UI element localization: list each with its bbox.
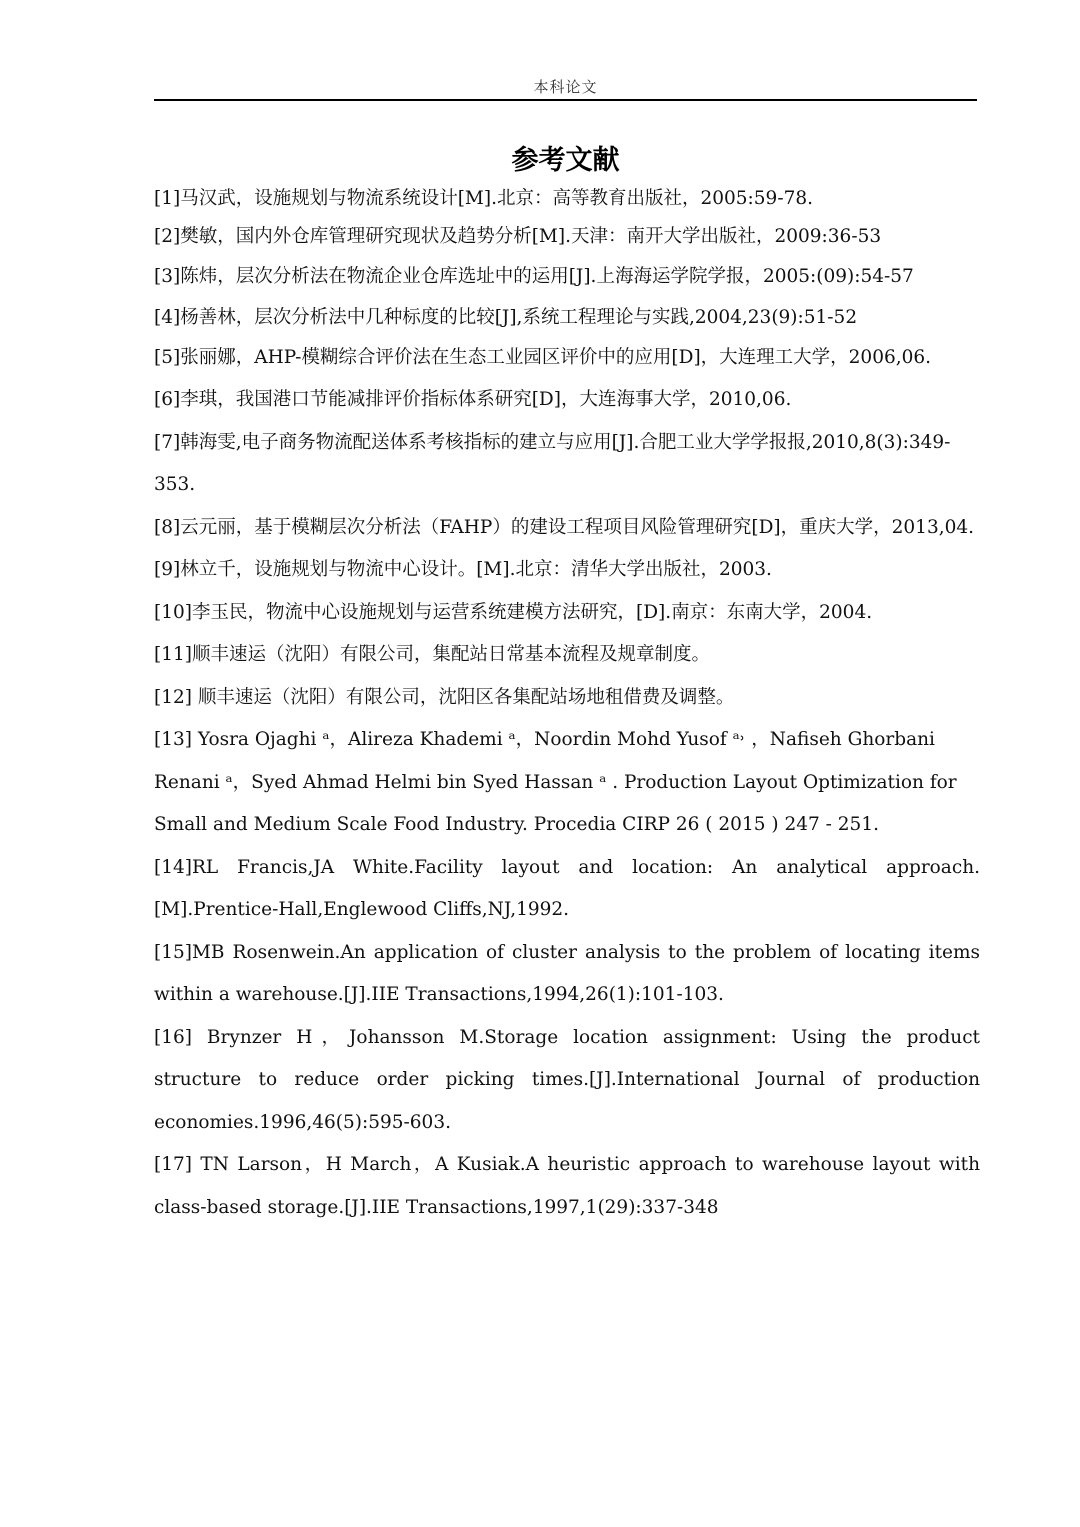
reference-item-9: [9]林立千，设施规划与物流中心设计。[M].北京：清华大学出版社，2003. <box>154 559 772 580</box>
reference-item-3: [3]陈炜，层次分析法在物流企业仓库选址中的运用[J].上海海运学院学报，2005:(09):54-57 <box>154 266 914 287</box>
reference-list <box>154 180 980 1229</box>
reference-item-6: [6]李琪，我国港口节能减排评价指标体系研究[D]，大连海事大学，2010,06. <box>154 389 792 410</box>
reference-item-10: [10]李玉民，物流中心设施规划与运营系统建模方法研究，[D].南京：东南大学，2004. <box>154 601 873 623</box>
reference-item-4: [4]杨善林，层次分析法中几种标度的比较[J],系统工程理论与实践,2004,23(9):51-52 <box>154 306 858 328</box>
reference-item-12: [12] 顺丰速运（沈阳）有限公司，沈阳区各集配站场地租借费及调整。 <box>154 686 735 708</box>
reference-item-8: [8]云元丽，基于模糊层次分析法（FAHP）的建设工程项目风险管理研究[D]，重庆大学，2013,04. <box>154 516 975 538</box>
reference-item-2: [2]樊敏，国内外仓库管理研究现状及趋势分析[M].天津：南开大学出版社，2009:36-53 <box>154 226 882 247</box>
page-title: 参考文献 <box>511 145 620 176</box>
running-header: 本科论文 <box>533 78 598 96</box>
reference-item-1: [1]马汉武，设施规划与物流系统设计[M].北京：高等教育出版社，2005:59-78. <box>154 188 813 209</box>
reference-item-16: [16] Brynzer H，Johansson M.Storage location assignment: Using the product structure to reduce order picking times.[J].International Journal of production economies.1996,46(5):595-603. <box>154 1026 980 1133</box>
reference-item-14: [14]RL Francis,JA White.Facility layout and location: An analytical approach.[M].Prentice-Hall,Englewood Cliffs,NJ,1992. <box>154 856 980 920</box>
reference-item-15: [15]MB Rosenwein.An application of cluster analysis to the problem of locating items within a warehouse.[J].IIE Transactions,1994,26(1):101-103. <box>154 941 980 1005</box>
reference-item-7: [7]韩海雯,电子商务物流配送体系考核指标的建立与应用[J].合肥工业大学学报报,2010,8(3):349-353. <box>154 431 951 495</box>
header-rule <box>154 99 977 101</box>
reference-item-11: [11]顺丰速运（沈阳）有限公司，集配站日常基本流程及规章制度。 <box>154 644 710 665</box>
reference-item-13: [13] Yosra Ojaghi ᵃ，Alireza Khademi ᵃ，Noordin Mohd Yusof ᵃ˒ ，Nafiseh Ghorbani Renani ᵃ，Syed Ahmad Helmi bin Syed Hassan ᵃ . Production Layout Optimization for Small and Medium Scale Food Industry. Procedia CIRP 26 ( 2015 ) 247 - 251. <box>154 729 957 835</box>
reference-item-5: [5]张丽娜，AHP-模糊综合评价法在生态工业园区评价中的应用[D]，大连理工大学，2006,06. <box>154 346 932 368</box>
reference-item-17: [17] TN Larson，H March，A Kusiak.A heuristic approach to warehouse layout with class-based storage.[J].IIE Transactions,1997,1(29):337-348 <box>154 1154 980 1218</box>
